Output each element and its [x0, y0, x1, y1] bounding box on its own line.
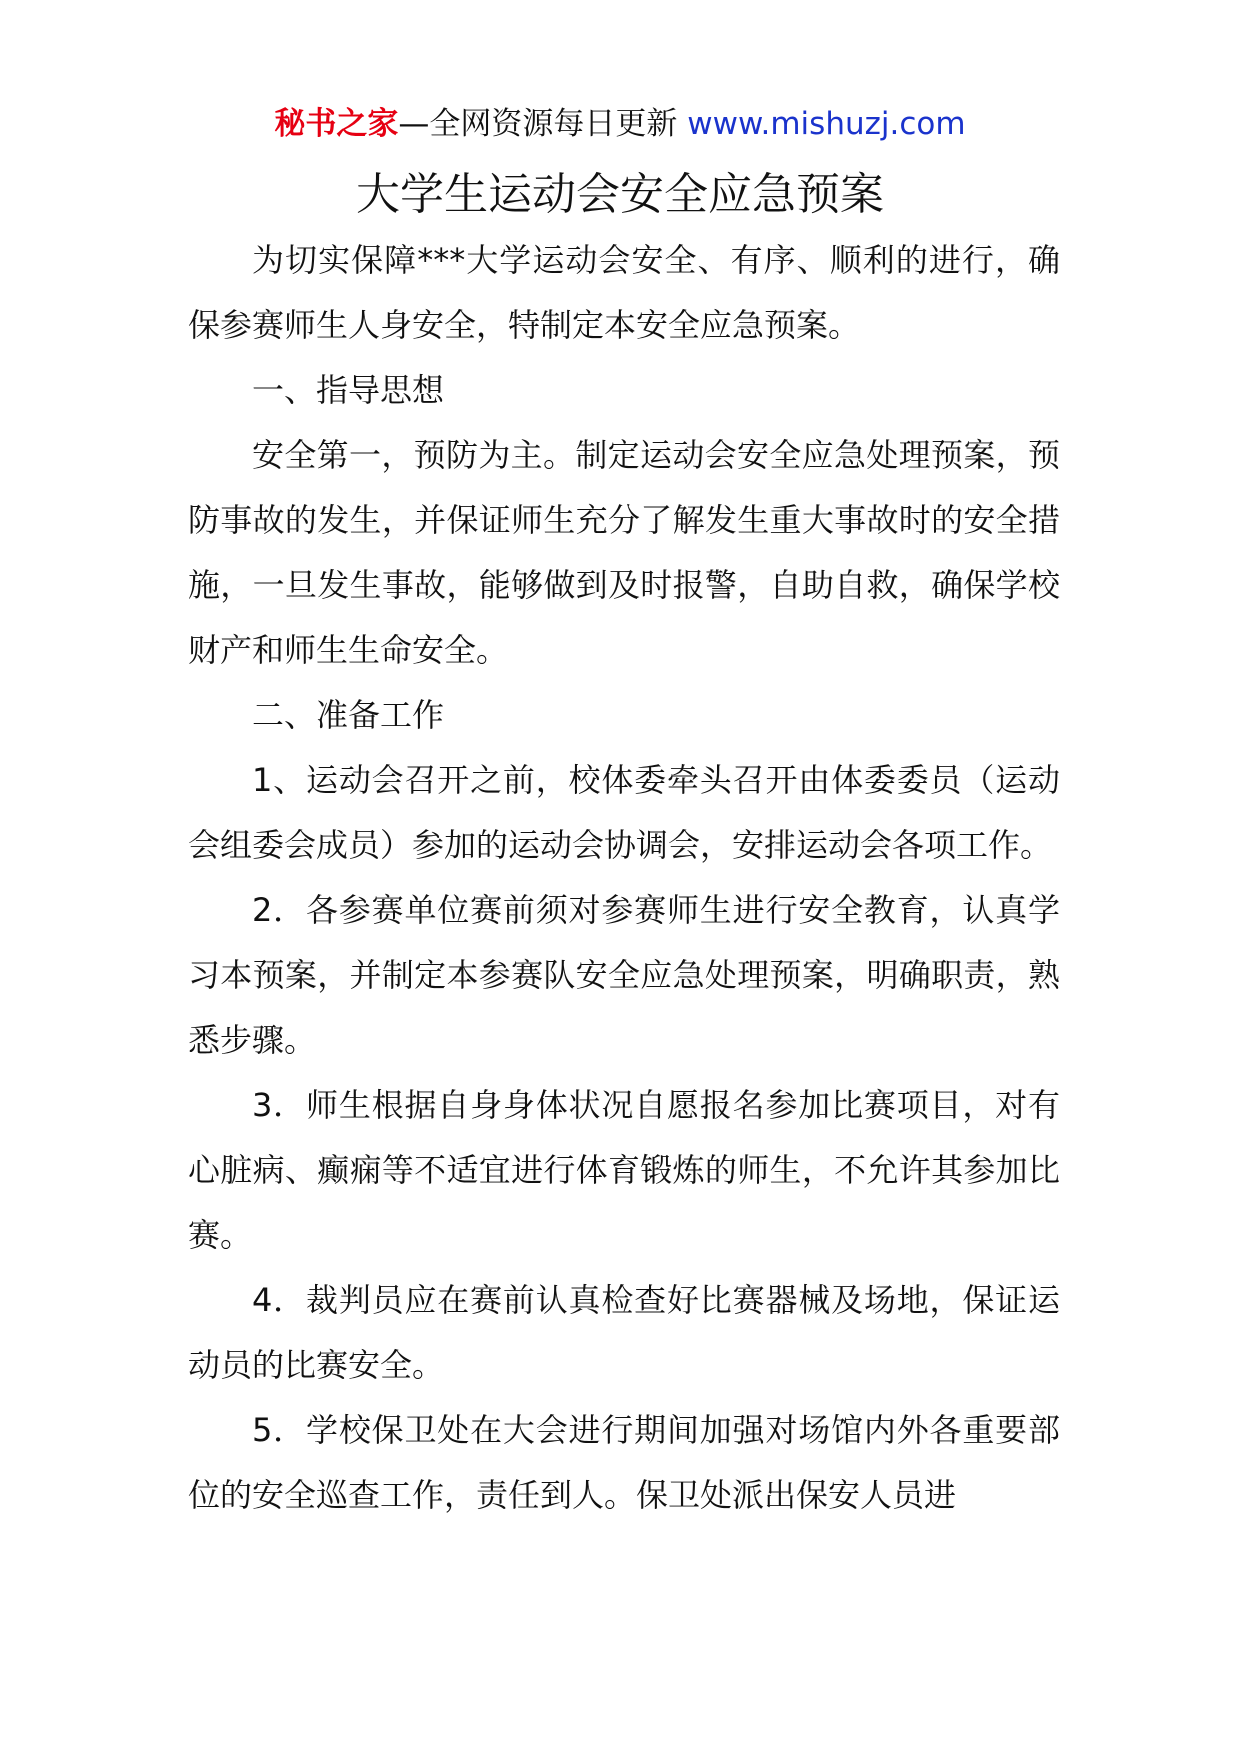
header-tagline: —全网资源每日更新: [398, 106, 688, 142]
section-heading-guiding-ideology: 一、指导思想: [252, 371, 445, 409]
document-body: [188, 228, 1060, 1528]
document-title: 大学生运动会安全应急预案: [356, 169, 884, 220]
brand-name: 秘书之家: [274, 106, 399, 142]
intro-paragraph: 为切实保障***大学运动会安全、有序、顺利的进行，确保参赛师生人身安全，特制定本安全应急预案。: [188, 241, 1060, 344]
preparation-item-3: 3．师生根据自身身体状况自愿报名参加比赛项目，对有心脏病、癫痫等不适宜进行体育锻炼的师生，不允许其参加比赛。: [188, 1086, 1060, 1254]
preparation-item-1: 1、运动会召开之前，校体委牵头召开由体委委员（运动会组委会成员）参加的运动会协调会，安排运动会各项工作。: [188, 761, 1060, 864]
preparation-item-4: 4．裁判员应在赛前认真检查好比赛器械及场地，保证运动员的比赛安全。: [188, 1281, 1060, 1384]
preparation-item-2: 2．各参赛单位赛前须对参赛师生进行安全教育，认真学习本预案，并制定本参赛队安全应急处理预案，明确职责，熟悉步骤。: [188, 891, 1060, 1059]
guiding-ideology-paragraph: 安全第一，预防为主。制定运动会安全应急处理预案，预防事故的发生，并保证师生充分了解发生重大事故时的安全措施，一旦发生事故，能够做到及时报警，自助自救，确保学校财产和师生生命安全。: [188, 436, 1060, 669]
site-header: [0, 100, 1240, 148]
section-heading-preparation: 二、准备工作: [252, 696, 445, 734]
preparation-item-5: 5．学校保卫处在大会进行期间加强对场馆内外各重要部位的安全巡查工作，责任到人。保卫处派出保安人员进: [188, 1411, 1060, 1514]
site-url-link[interactable]: www.mishuzj.com: [687, 106, 966, 142]
